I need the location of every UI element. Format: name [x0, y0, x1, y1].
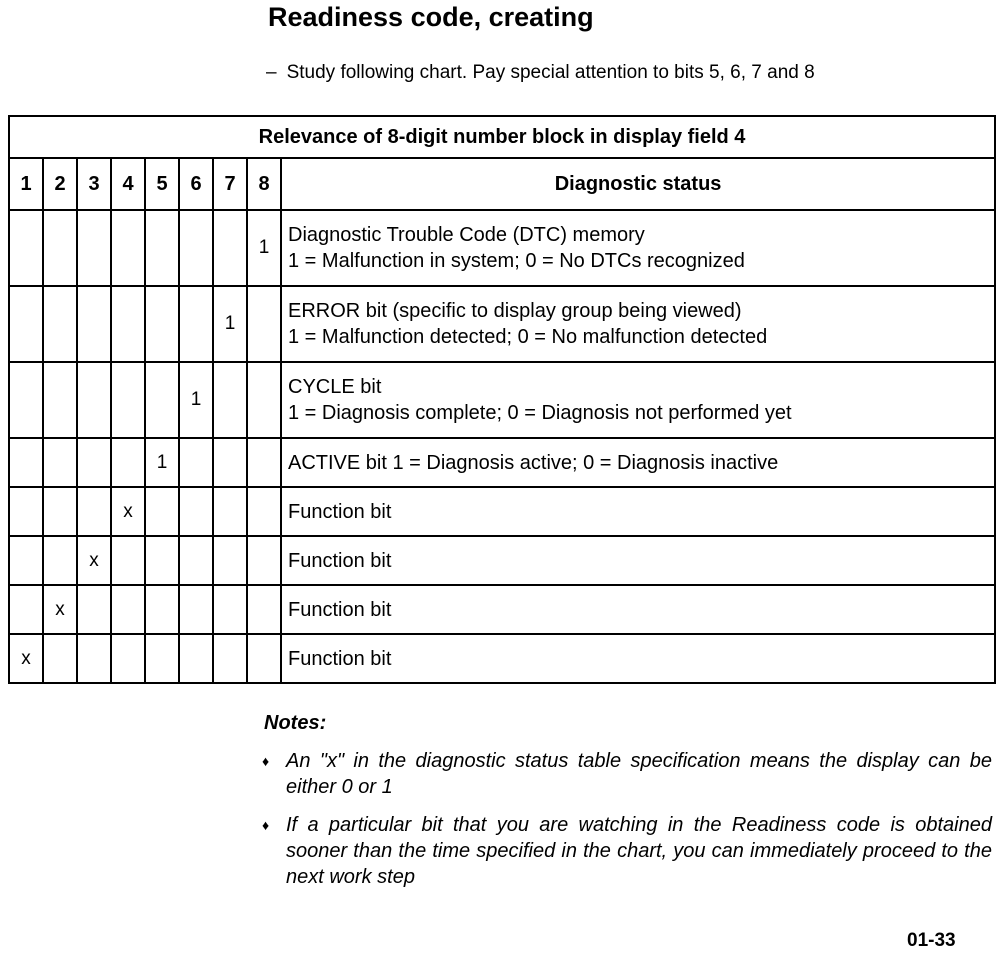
bit-cell	[145, 585, 179, 634]
bit-cell	[213, 438, 247, 487]
table-row-cycle-bit	[9, 362, 995, 438]
bit-cell	[77, 286, 111, 362]
bit-cell	[43, 536, 77, 585]
bit-cell	[145, 210, 179, 286]
status-description	[281, 487, 995, 536]
table-header-row	[9, 158, 995, 210]
bit-cell	[77, 487, 111, 536]
bit-cell	[9, 487, 43, 536]
bit-header-4: 4	[111, 158, 145, 210]
table-row-function-bit-4	[9, 487, 995, 536]
status-description	[281, 210, 995, 286]
bit-cell: x	[111, 487, 145, 536]
bit-cell: 1	[213, 286, 247, 362]
bit-cell	[179, 634, 213, 683]
bit-cell	[179, 286, 213, 362]
bit-cell	[77, 362, 111, 438]
bit-cell	[111, 585, 145, 634]
bit-cell	[9, 438, 43, 487]
bit-cell: 1	[179, 362, 213, 438]
bit-cell	[77, 438, 111, 487]
bit-cell	[247, 286, 281, 362]
status-description	[281, 362, 995, 438]
status-line: ACTIVE bit 1 = Diagnosis active; 0 = Diagnosis inactive	[288, 451, 779, 474]
bit-cell	[77, 634, 111, 683]
instruction-dash: –	[266, 62, 277, 83]
bit-cell	[145, 487, 179, 536]
status-description	[281, 634, 995, 683]
bit-cell: x	[77, 536, 111, 585]
bit-cell	[111, 634, 145, 683]
bit-cell	[247, 362, 281, 438]
bit-cell	[111, 362, 145, 438]
note-item	[262, 748, 992, 800]
table-caption: Relevance of 8-digit number block in display field 4	[9, 116, 995, 158]
bit-cell	[43, 438, 77, 487]
instruction	[266, 62, 815, 84]
status-description	[281, 536, 995, 585]
bit-cell	[9, 362, 43, 438]
bit-cell	[43, 487, 77, 536]
table-row-dtc-memory	[9, 210, 995, 286]
status-line: Function bit	[288, 500, 392, 523]
status-line: ERROR bit (specific to display group being viewed)	[288, 300, 742, 322]
bit-cell	[247, 634, 281, 683]
bit-cell	[247, 487, 281, 536]
status-header: Diagnostic status	[281, 158, 995, 210]
bit-cell	[213, 210, 247, 286]
table-row-active-bit	[9, 438, 995, 487]
diagnostic-status-table	[8, 115, 996, 684]
bit-cell	[247, 438, 281, 487]
status-line: CYCLE bit	[288, 376, 382, 398]
bullet-icon: ♦	[262, 753, 270, 769]
instruction-text: Study following chart. Pay special attention to bits 5, 6, 7 and 8	[286, 62, 815, 83]
bit-cell	[9, 210, 43, 286]
bit-cell	[9, 286, 43, 362]
bit-cell	[179, 210, 213, 286]
status-line: Function bit	[288, 549, 392, 572]
bit-cell	[43, 286, 77, 362]
status-line: 1 = Malfunction in system; 0 = No DTCs recognized	[288, 250, 745, 272]
table-row-function-bit-2	[9, 585, 995, 634]
bit-cell	[247, 585, 281, 634]
bit-cell	[77, 585, 111, 634]
table-row-error-bit	[9, 286, 995, 362]
bit-header-3: 3	[77, 158, 111, 210]
note-item	[262, 812, 992, 890]
bit-cell	[111, 286, 145, 362]
bit-cell	[213, 634, 247, 683]
bit-cell	[213, 362, 247, 438]
bit-cell: 1	[247, 210, 281, 286]
bit-cell	[145, 536, 179, 585]
bit-cell	[111, 438, 145, 487]
bit-cell	[43, 210, 77, 286]
page-title: Readiness code, creating	[268, 2, 594, 32]
bit-header-7: 7	[213, 158, 247, 210]
status-line: Diagnostic Trouble Code (DTC) memory	[288, 224, 645, 246]
status-description	[281, 585, 995, 634]
note-text: If a particular bit that you are watching in the Readiness code is obtained sooner than the time specified in the chart, you can immediately proceed to the next work step	[286, 814, 992, 888]
bit-cell	[111, 536, 145, 585]
bit-cell	[9, 585, 43, 634]
status-line: 1 = Diagnosis complete; 0 = Diagnosis not performed yet	[288, 402, 792, 424]
bit-cell	[213, 536, 247, 585]
bit-cell	[145, 362, 179, 438]
notes-list	[262, 748, 992, 902]
bit-header-6: 6	[179, 158, 213, 210]
bit-cell: x	[9, 634, 43, 683]
bit-cell	[43, 634, 77, 683]
bit-cell	[43, 362, 77, 438]
bit-header-8: 8	[247, 158, 281, 210]
bit-cell	[145, 634, 179, 683]
bit-header-5: 5	[145, 158, 179, 210]
status-line: Function bit	[288, 598, 392, 621]
bit-cell	[179, 585, 213, 634]
notes-heading: Notes:	[264, 712, 327, 734]
bit-cell	[179, 487, 213, 536]
bit-cell	[77, 210, 111, 286]
status-description	[281, 286, 995, 362]
status-line: Function bit	[288, 647, 392, 670]
bit-cell	[213, 585, 247, 634]
table-row-function-bit-1	[9, 634, 995, 683]
bit-cell	[179, 438, 213, 487]
status-line: 1 = Malfunction detected; 0 = No malfunction detected	[288, 326, 768, 348]
table-row-function-bit-3	[9, 536, 995, 585]
bit-header-2: 2	[43, 158, 77, 210]
diagnostic-status-table-container	[8, 115, 994, 684]
bit-cell	[111, 210, 145, 286]
bit-cell	[247, 536, 281, 585]
bit-cell	[9, 536, 43, 585]
status-description	[281, 438, 995, 487]
bit-cell: x	[43, 585, 77, 634]
bullet-icon: ♦	[262, 817, 270, 833]
bit-cell: 1	[145, 438, 179, 487]
bit-header-1: 1	[9, 158, 43, 210]
bit-cell	[213, 487, 247, 536]
note-text: An "x" in the diagnostic status table specification means the display can be either 0 or 1	[286, 750, 992, 798]
page-number: 01-33	[907, 930, 956, 951]
bit-cell	[145, 286, 179, 362]
bit-cell	[179, 536, 213, 585]
